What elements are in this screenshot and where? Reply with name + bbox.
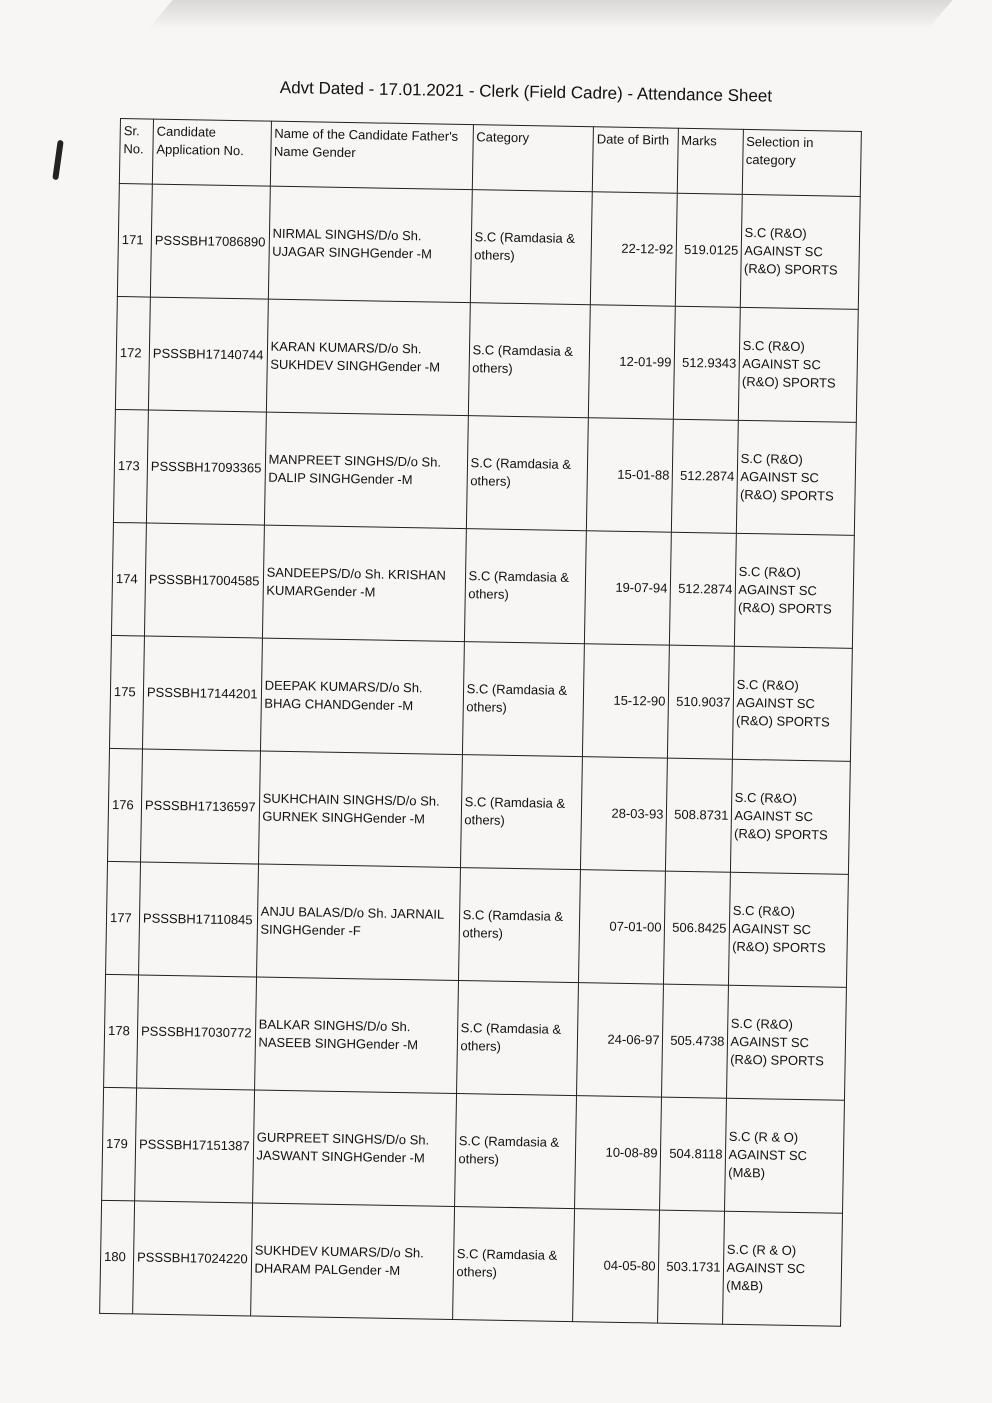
cell-dob: 15-12-90 bbox=[582, 644, 668, 758]
table-row bbox=[109, 635, 852, 761]
header-category: Category bbox=[472, 125, 594, 192]
cell-name: NIRMAL SINGHS/D/o Sh. UJAGAR SINGHGender -M bbox=[268, 186, 472, 303]
cell-category: S.C (Ramdasia & others) bbox=[464, 529, 586, 644]
cell-application: PSSSBH17136597 bbox=[140, 749, 260, 864]
cell-dob: 10-08-89 bbox=[575, 1096, 661, 1210]
cell-sr: 176 bbox=[108, 748, 143, 862]
cell-application: PSSSBH17024220 bbox=[133, 1201, 253, 1316]
cell-category: S.C (Ramdasia & others) bbox=[470, 190, 592, 305]
cell-application: PSSSBH17151387 bbox=[135, 1088, 255, 1203]
cell-marks: 512.2874 bbox=[671, 419, 738, 533]
cell-marks: 506.8425 bbox=[663, 871, 730, 985]
cell-marks: 505.4738 bbox=[661, 984, 728, 1098]
table-row bbox=[113, 409, 856, 535]
header-marks: Marks bbox=[677, 128, 743, 194]
cell-name: SANDEEPS/D/o Sh. KRISHAN KUMARGender -M bbox=[262, 525, 466, 642]
cell-name: BALKAR SINGHS/D/o Sh. NASEEB SINGHGender -M bbox=[254, 977, 458, 1094]
cell-name: SUKHDEV KUMARS/D/o Sh. DHARAM PALGender -M bbox=[250, 1203, 454, 1320]
document-title: Advt Dated - 17.01.2021 - Clerk (Field Cadre) - Attendance Sheet bbox=[279, 78, 773, 106]
cell-dob: 12-01-99 bbox=[588, 305, 674, 419]
cell-category: S.C (Ramdasia & others) bbox=[456, 981, 578, 1096]
cell-application: PSSSBH17086890 bbox=[150, 184, 270, 299]
header-sr: Sr. No. bbox=[119, 119, 153, 185]
cell-application: PSSSBH17004585 bbox=[144, 523, 264, 638]
cell-application: PSSSBH17144201 bbox=[142, 636, 262, 751]
cell-marks: 504.8118 bbox=[659, 1097, 726, 1211]
scan-mark bbox=[52, 140, 64, 180]
cell-name: SUKHCHAIN SINGHS/D/o Sh. GURNEK SINGHGender -M bbox=[258, 751, 462, 868]
cell-marks: 512.9343 bbox=[673, 306, 740, 420]
cell-dob: 28-03-93 bbox=[581, 757, 667, 871]
cell-marks: 512.2874 bbox=[669, 532, 736, 646]
cell-application: PSSSBH17030772 bbox=[137, 975, 257, 1090]
cell-selection: S.C (R&O) AGAINST SC (R&O) SPORTS bbox=[740, 194, 860, 309]
cell-name: KARAN KUMARS/D/o Sh. SUKHDEV SINGHGender -M bbox=[266, 299, 470, 416]
cell-selection: S.C (R&O) AGAINST SC (R&O) SPORTS bbox=[734, 533, 854, 648]
table-row bbox=[102, 1087, 845, 1213]
cell-sr: 173 bbox=[113, 409, 148, 523]
cell-dob: 19-07-94 bbox=[584, 531, 670, 645]
cell-category: S.C (Ramdasia & others) bbox=[468, 303, 590, 418]
cell-category: S.C (Ramdasia & others) bbox=[454, 1094, 576, 1209]
cell-marks: 519.0125 bbox=[675, 193, 742, 307]
cell-sr: 178 bbox=[104, 974, 139, 1088]
table-row bbox=[104, 974, 847, 1100]
cell-selection: S.C (R&O) AGAINST SC (R&O) SPORTS bbox=[730, 759, 850, 874]
cell-name: GURPREET SINGHS/D/o Sh. JASWANT SINGHGender -M bbox=[252, 1090, 456, 1207]
cell-sr: 179 bbox=[102, 1087, 137, 1201]
cell-sr: 174 bbox=[111, 522, 146, 636]
cell-dob: 24-06-97 bbox=[577, 983, 663, 1097]
cell-name: ANJU BALAS/D/o Sh. JARNAIL SINGHGender -F bbox=[256, 864, 460, 981]
header-selection: Selection in category bbox=[742, 129, 862, 196]
cell-sr: 175 bbox=[109, 635, 144, 749]
attendance-sheet bbox=[99, 118, 862, 1327]
cell-selection: S.C (R & O) AGAINST SC (M&B) bbox=[724, 1098, 844, 1213]
header-dob: Date of Birth bbox=[592, 127, 678, 193]
table-row bbox=[117, 183, 860, 309]
cell-selection: S.C (R & O) AGAINST SC (M&B) bbox=[722, 1211, 842, 1326]
cell-marks: 503.1731 bbox=[657, 1210, 724, 1324]
scan-shadow bbox=[147, 0, 952, 30]
cell-category: S.C (Ramdasia & others) bbox=[458, 868, 580, 983]
cell-category: S.C (Ramdasia & others) bbox=[462, 642, 584, 757]
table-row bbox=[108, 748, 851, 874]
cell-marks: 508.8731 bbox=[665, 758, 732, 872]
cell-selection: S.C (R&O) AGAINST SC (R&O) SPORTS bbox=[738, 307, 858, 422]
cell-application: PSSSBH17110845 bbox=[139, 862, 259, 977]
cell-selection: S.C (R&O) AGAINST SC (R&O) SPORTS bbox=[728, 872, 848, 987]
cell-application: PSSSBH17093365 bbox=[146, 410, 266, 525]
cell-marks: 510.9037 bbox=[667, 645, 734, 759]
cell-dob: 07-01-00 bbox=[579, 870, 665, 984]
cell-dob: 15-01-88 bbox=[586, 418, 672, 532]
cell-name: MANPREET SINGHS/D/o Sh. DALIP SINGHGender -M bbox=[264, 412, 468, 529]
cell-selection: S.C (R&O) AGAINST SC (R&O) SPORTS bbox=[736, 420, 856, 535]
cell-dob: 04-05-80 bbox=[573, 1209, 659, 1323]
header-application: Candidate Application No. bbox=[152, 119, 271, 186]
cell-category: S.C (Ramdasia & others) bbox=[466, 416, 588, 531]
cell-sr: 172 bbox=[115, 296, 150, 410]
cell-category: S.C (Ramdasia & others) bbox=[452, 1206, 574, 1321]
table-row bbox=[106, 861, 849, 987]
cell-sr: 177 bbox=[106, 861, 141, 975]
attendance-table bbox=[99, 118, 862, 1327]
cell-dob: 22-12-92 bbox=[590, 192, 676, 306]
table-row bbox=[100, 1200, 843, 1326]
table-row bbox=[111, 522, 854, 648]
cell-sr: 171 bbox=[117, 183, 152, 297]
cell-name: DEEPAK KUMARS/D/o Sh. BHAG CHANDGender -M bbox=[260, 638, 464, 755]
cell-sr: 180 bbox=[100, 1200, 135, 1314]
cell-application: PSSSBH17140744 bbox=[148, 297, 268, 412]
cell-category: S.C (Ramdasia & others) bbox=[460, 755, 582, 870]
header-name: Name of the Candidate Father's Name Gender bbox=[270, 121, 473, 190]
cell-selection: S.C (R&O) AGAINST SC (R&O) SPORTS bbox=[726, 985, 846, 1100]
cell-selection: S.C (R&O) AGAINST SC (R&O) SPORTS bbox=[732, 646, 852, 761]
table-row bbox=[115, 296, 858, 422]
